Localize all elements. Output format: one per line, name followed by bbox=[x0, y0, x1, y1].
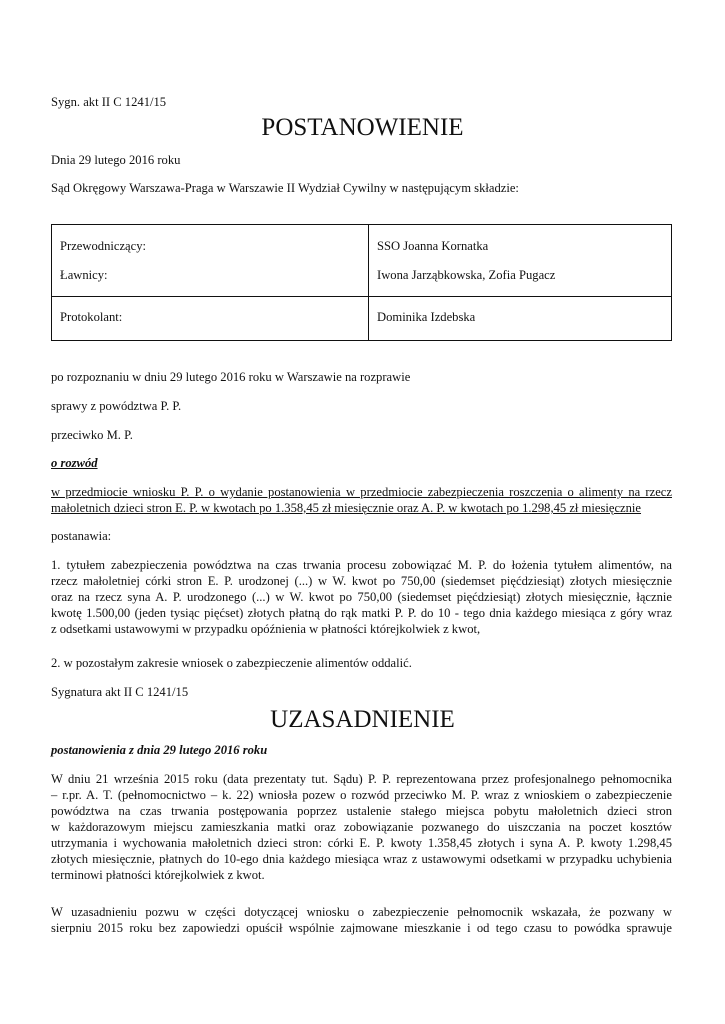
justification-paragraph-2 bbox=[51, 904, 672, 936]
panel-labels-cell bbox=[52, 297, 369, 341]
case-signature: Sygn. akt II C 1241/15 bbox=[51, 95, 167, 109]
justification-title: UZASADNIENIE bbox=[270, 706, 455, 733]
justification-subtitle: postanowienia z dnia 29 lutego 2016 roku bbox=[51, 743, 268, 757]
paragraph-line: terminowi płatności którejkolwiek z kwot. bbox=[51, 868, 265, 882]
document-title: POSTANOWIENIE bbox=[261, 114, 464, 141]
paragraph-line: W uzasadnieniu pozwu w części dotyczącej wniosku o zabezpieczenie pełnomocnik wskazała, że pozwany w bbox=[51, 905, 672, 919]
paragraph-line: powództwa na czas trwania postępowania poprzez ustalenie stałego miejsca pobytu małoletnich dzieci stron bbox=[51, 804, 672, 818]
panel-values-cell bbox=[369, 225, 672, 297]
paragraph-line: z odsetkami ustawowymi w przypadku opóźnienia w płatności którejkolwiek z kwot, bbox=[51, 622, 481, 636]
court-panel-table bbox=[51, 224, 672, 341]
decision-date: Dnia 29 lutego 2016 roku bbox=[51, 153, 181, 167]
paragraph-line: 1. tytułem zabezpieczenia powództwa na czas trwania procesu zobowiązać M. P. do łożenia tytułem alimentów, na bbox=[51, 558, 672, 572]
case-subject: o rozwód bbox=[51, 456, 98, 470]
panel-label: Protokolant: bbox=[60, 310, 123, 324]
paragraph-line: utrzymania i wychowania małoletnich dzieci stron: córki E. P. kwoty 1.358,45 złotych i syna A. P. kwoty 1.298,45 bbox=[51, 836, 672, 850]
panel-label: Przewodniczący: bbox=[60, 239, 147, 253]
panel-value: SSO Joanna Kornatka bbox=[377, 239, 489, 253]
paragraph-line: małoletnich dzieci stron E. P. w kwotach po 1.358,45 zł miesięcznie oraz A. P. w kwotach po 1.298,45 zł miesięcznie bbox=[51, 501, 642, 515]
paragraph-line: kwotę 1.500,00 (jeden tysiąc pięćset) złotych płatną do rąk matki P. P. do 10 - tego dnia każdego miesiąca z góry wraz bbox=[51, 606, 672, 620]
plaintiff-line: sprawy z powództwa P. P. bbox=[51, 399, 182, 413]
table-row bbox=[52, 297, 672, 341]
motion-paragraph bbox=[51, 484, 672, 516]
case-signature-2: Sygnatura akt II C 1241/15 bbox=[51, 685, 189, 699]
decides-label: postanawia: bbox=[51, 529, 112, 543]
paragraph-line: złotych miesięcznie, płatnych do 10-ego dnia każdego miesiąca wraz z ustawowymi odsetkami w przypadku uchybienia bbox=[51, 852, 672, 866]
paragraph-line: W dniu 21 września 2015 roku (data prezentaty tut. Sądu) P. P. reprezentowana przez profesjonalnego pełnomocnika bbox=[51, 772, 672, 786]
paragraph-line: w przedmiocie wniosku P. P. o wydanie postanowienia w przedmiocie zabezpieczenia roszczenia o alimenty na rzecz bbox=[51, 485, 672, 499]
panel-value: Iwona Jarząbkowska, Zofia Pugacz bbox=[377, 268, 556, 282]
court-composition-intro: Sąd Okręgowy Warszawa-Praga w Warszawie II Wydział Cywilny w następującym składzie: bbox=[51, 181, 519, 195]
hearing-paragraph: po rozpoznaniu w dniu 29 lutego 2016 roku w Warszawie na rozprawie bbox=[51, 370, 411, 384]
justification-paragraph-1 bbox=[51, 771, 672, 883]
panel-labels-cell bbox=[52, 225, 369, 297]
paragraph-line: sierpniu 2015 roku bez zapowiedzi opuścił wspólnie zajmowane mieszkanie i od tego czasu to powódka sprawuje bbox=[51, 921, 672, 935]
paragraph-line: w każdorazowym miejscu zamieszkania matki oraz zobowiązanie pozwanego do uiszczania na poczet kosztów bbox=[51, 820, 672, 834]
defendant-line: przeciwko M. P. bbox=[51, 428, 133, 442]
panel-value: Dominika Izdebska bbox=[377, 310, 476, 324]
panel-values-cell bbox=[369, 297, 672, 341]
ruling-point-2: 2. w pozostałym zakresie wniosek o zabezpieczenie alimentów oddalić. bbox=[51, 656, 412, 670]
paragraph-line: rzecz małoletniej córki stron E. P. urodzonej (...) w W. kwot po 750,00 (siedemset pięćdziesiąt) złotych miesięcznie bbox=[51, 574, 672, 588]
ruling-point-1 bbox=[51, 557, 672, 637]
table-row bbox=[52, 225, 672, 297]
paragraph-line: – r.pr. A. T. (pełnomocnictwo – k. 22) wniosła pozew o rozwód przeciwko M. P. wraz z wnioskiem o zabezpieczenie bbox=[51, 788, 672, 802]
panel-label: Ławnicy: bbox=[60, 268, 108, 282]
paragraph-line: oraz na rzecz syna A. P. urodzonego (...) w W. kwot po 750,00 (siedemset pięćdziesiąt) złotych miesięcznie, łącznie bbox=[51, 590, 672, 604]
